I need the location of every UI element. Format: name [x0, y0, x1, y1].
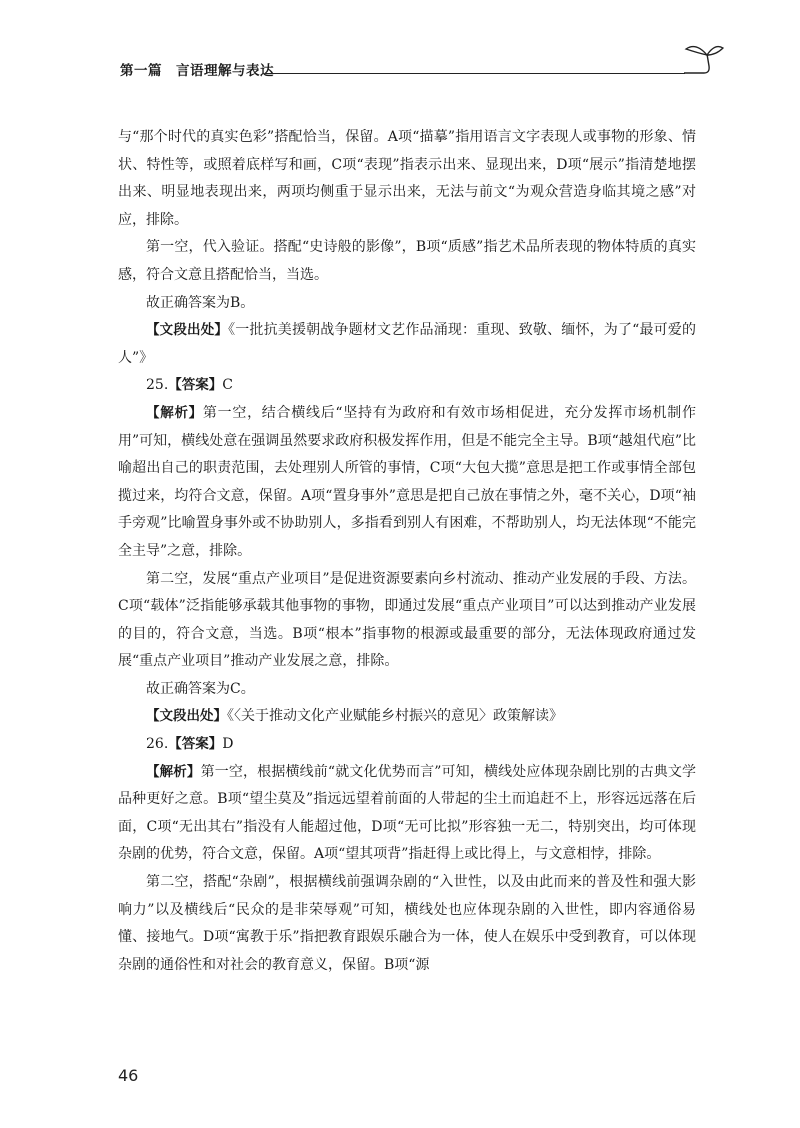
answer-tag: 【答案】: [168, 377, 223, 394]
source-tag: 【文段出处】: [146, 322, 229, 339]
analysis-tag: 【解析】: [146, 404, 203, 421]
analysis-paragraph: 【解析】第一空，根据横线前“就文化优势而言”可知，横线处应体现杂剧比别的古典文学品种更好之意。B项“望尘莫及”指远远望着前面的人带起的尘土而追赶不上，形容远远落在后面，C项“无出其右”指没有人能超过他，D项“无可比拟”形容独一无二，特别突出，均可体现杂剧的优势，符合文意，保留。A项“望其项背”指赶得上或比得上，与文意相悖，排除。: [118, 763, 697, 863]
analysis-paragraph: 【解析】第一空，结合横线后“坚持有为政府和有效市场相促进，充分发挥市场机制作用”可知，横线处意在强调虽然要求政府积极发挥作用，但是不能完全主导。B项“越俎代庖”比喻超出自己的职责范围，去处理别人所管的事情，C项“大包大揽”意思是把工作或事情全部包揽过来，均符合文意，保留。A项“置身事外”意思是把自己放在事情之外，毫不关心，D项“袖手旁观”比喻置身事外或不协助别人，多指看到别人有困难，不帮助别人，均无法体现“不能完全主导”之意，排除。: [118, 404, 697, 559]
source-paragraph: 【文段出处】《一批抗美援朝战争题材文艺作品涌现：重现、致敬、缅怀，为了“最可爱的人”》: [118, 322, 697, 366]
paragraph: 与“那个时代的真实色彩”搭配恰当，保留。A项“描摹”指用语言文字表现人或事物的形象、情状、特性等，或照着底样写和画，C项“表现”指表示出来、显现出来，D项“展示”指清楚地摆出来、明显地表现出来，两项均侧重于显示出来，无法与前文“为观众营造身临其境之感”对应，排除。: [118, 129, 696, 228]
source-tag: 【文段出处】: [146, 708, 227, 725]
paragraph: 第一空，代入验证。搭配“史诗般的影像”，B项“质感”指艺术品所表现的物体特质的真实感，符合文意且搭配恰当，当选。: [118, 239, 696, 283]
header-rule: [265, 73, 685, 74]
paragraph: 故正确答案为B。: [146, 294, 255, 311]
answer-tag: 【答案】: [168, 736, 223, 753]
paragraph: 第二空，发展“重点产业项目”是促进资源要素向乡村流动、推动产业发展的手段、方法。C项“载体”泛指能够承载其他事物的事物，即通过发展“重点产业项目”可以达到推动产业发展的目的，符合文意，当选。B项“根本”指事物的根源或最重要的部分，无法体现政府通过发展“重点产业项目”推动产业发展之意，排除。: [118, 570, 696, 670]
page-header: [120, 62, 720, 86]
answer-heading: [118, 731, 696, 759]
answer-value: C: [222, 377, 233, 394]
answer-value: D: [222, 736, 234, 753]
paragraph: 第二空，搭配“杂剧”，根据横线前强调杂剧的“入世性，以及由此而来的普及性和强大影响力”以及横线后“民众的是非荣辱观”可知，横线处也应体现杂剧的入世性，即内容通俗易懂、接地气。D项“寓教于乐”指把教育跟娱乐融合为一体，使人在娱乐中受到教育，可以体现杂剧的通俗性和对社会的教育意义，保留。B项“源: [118, 874, 696, 973]
question-number: 26.: [146, 736, 169, 753]
chapter-title: 第一篇 言语理解与表达: [120, 63, 274, 79]
sprout-icon: [676, 40, 726, 80]
question-number: 25.: [146, 377, 169, 394]
page-number: 46: [118, 1066, 139, 1085]
body-text: [118, 124, 696, 979]
paragraph: 故正确答案为C。: [146, 680, 255, 697]
answer-heading: [118, 372, 696, 400]
analysis-tag: 【解析】: [146, 763, 201, 780]
source-paragraph: 【文段出处】《〈关于推动文化产业赋能乡村振兴的意见〉政策解读》: [146, 708, 563, 725]
